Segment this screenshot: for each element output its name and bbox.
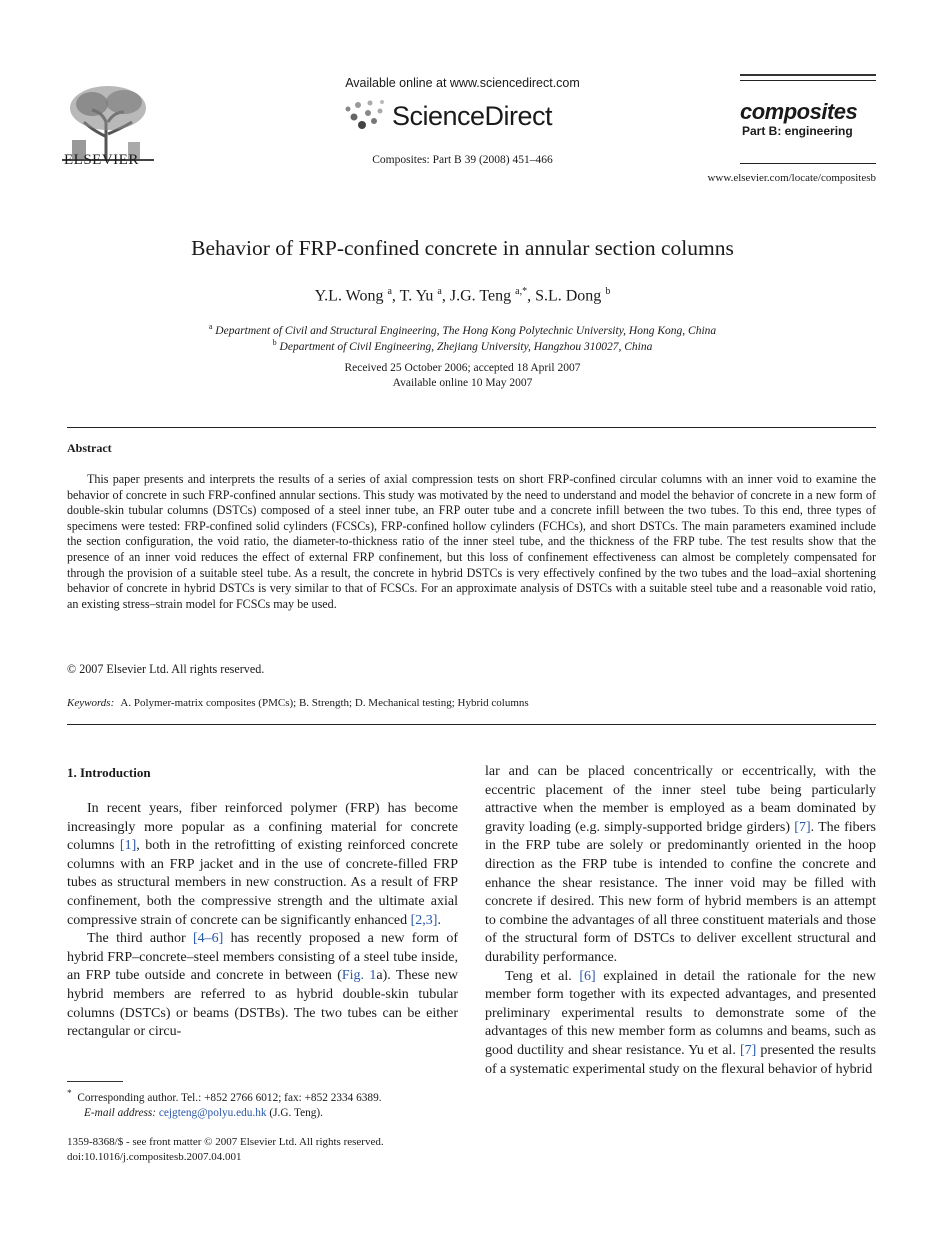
sciencedirect-logo[interactable] bbox=[340, 97, 565, 139]
citation-link[interactable]: [2,3] bbox=[410, 912, 438, 928]
footnote-rule bbox=[67, 1081, 123, 1082]
journal-citation: Composites: Part B 39 (2008) 451–466 bbox=[372, 154, 553, 166]
author-name: J.G. Teng bbox=[449, 287, 512, 305]
paragraph: The third author [4–6] has recently proposed a new form of hybrid FRP–concrete–steel members consisting of a steel tube inside, an FRP tube outside and concrete in between (Fig. 1a). These new hybrid members are referred to as hybrid double-skin tubular columns (DSTCs) or beams (DSTBs). The two tubes can be either rectangular or circu- bbox=[67, 931, 459, 1040]
page-footer bbox=[67, 1135, 384, 1164]
paragraph: lar and can be placed concentrically or eccentrically, with the eccentric placement of the inner steel tube being particularly attractive when the member is employed as a beam dominated by gravity loading (e.g. simply-supported bridge girders) [7]. The fibers in the FRP tube are solely or predominantly oriented in the hoop direction as the FRP tube is intended to confine the concrete and enhance the shear resistance. The inner void may be filled with concrete if desired. This new form of hybrid members is an attempt to combine the advantages of all three constituent materials and those of the structural form of DSTCs to deliver excellent structural and durability performance. bbox=[485, 764, 877, 965]
journal-url[interactable]: www.elsevier.com/locate/compositesb bbox=[707, 172, 876, 184]
sciencedirect-dots-icon bbox=[340, 99, 390, 133]
doi-line[interactable]: doi:10.1016/j.compositesb.2007.04.001 bbox=[67, 1150, 242, 1163]
author-name: T. Yu bbox=[399, 287, 434, 305]
affiliation-text: Department of Civil and Structural Engineering, The Hong Kong Polytechnic University, Hong Kong, China bbox=[215, 324, 717, 337]
keywords bbox=[67, 697, 529, 709]
journal-brand-rule-top bbox=[740, 74, 876, 76]
issn-line: 1359-8368/$ - see front matter © 2007 Elsevier Ltd. All rights reserved. bbox=[67, 1136, 384, 1148]
available-date: Available online 10 May 2007 bbox=[392, 377, 533, 389]
abstract-body bbox=[67, 472, 876, 612]
article-title: Behavior of FRP-confined concrete in annular section columns bbox=[191, 236, 734, 260]
journal-brand-rule-bottom bbox=[740, 163, 876, 164]
journal-subtitle: Part B: engineering bbox=[742, 124, 853, 138]
affiliation-b bbox=[0, 338, 925, 353]
keywords-text: A. Polymer-matrix composites (PMCs); B. Strength; D. Mechanical testing; Hybrid columns bbox=[120, 697, 529, 709]
abstract-text: This paper presents and interprets the results of a series of axial compression tests on short FRP-confined circular columns with an inner void to examine the behavior of concrete in such FRP-confined annular sections. This study was motivated by the need to understand and model the behavior of concrete in a new form of double-skin tubular columns (DSTCs) composed of a steel inner tube, an FRP outer tube and a concrete infill between the two tubes. To this end, three types of specimens were tested: FRP-confined solid cylinders (FCSCs), FRP-confined hollow cylinders (FCHCs), and short DSTCs. The main parameters examined include the section configuration, the void ratio, the diameter-to-thickness ratio of the inner steel tube, and the thickness of the FRP tube. The test results show that the presence of an inner void reduces the effect of external FRP confinement, but this loss of confinement effectiveness can almost be completely compensated for through the provision of a suitable steel tube. As a result, the concrete in hybrid DSTCs is very effectively confined by the two tubes and the load–axial shortening behavior of concrete in hybrid DSTCs is very similar to that of FCSCs. For an approximate analysis of DSTCs with a suitable steel tube and a reasonable void ratio, an existing stress–strain model for FCSCs may be used. bbox=[67, 472, 876, 611]
paragraph: Teng et al. [6] explained in detail the rationale for the new member form together with its expected advantages, and presented preliminary experimental results to demonstrate some of the advantages of this new member form as columns and beams, such as good ductility and shear resistance. Yu et al. [7] presented the results of a systematic experimental study on the flexural behavior of hybrid bbox=[485, 968, 877, 1077]
received-dates: Received 25 October 2006; accepted 18 April 2007 bbox=[344, 362, 581, 374]
email-name: (J.G. Teng). bbox=[269, 1107, 323, 1120]
journal-brand-rule-top-thin bbox=[740, 80, 876, 81]
figure-link[interactable]: Fig. 1 bbox=[341, 968, 377, 984]
footnote bbox=[67, 1087, 382, 1122]
keywords-label: Keywords: bbox=[67, 697, 115, 709]
citation-link[interactable]: [4–6] bbox=[192, 931, 224, 947]
citation-link[interactable]: [7] bbox=[739, 1042, 757, 1058]
left-column bbox=[67, 800, 458, 1042]
sciencedirect-wordmark: ScienceDirect bbox=[392, 101, 553, 131]
author-affil-mark: a bbox=[387, 286, 392, 297]
abstract-rule-bottom bbox=[67, 724, 876, 725]
citation-link[interactable]: [1] bbox=[119, 838, 137, 854]
available-online-text: Available online at www.sciencedirect.com bbox=[345, 76, 580, 90]
abstract-heading: Abstract bbox=[67, 441, 112, 455]
citation-link[interactable]: [6] bbox=[579, 968, 596, 984]
email-label: E-mail address: bbox=[84, 1107, 157, 1120]
corresponding-author-note bbox=[67, 1087, 382, 1106]
footnote-mark: * bbox=[67, 1089, 72, 1099]
affiliation-a bbox=[0, 322, 925, 337]
section-heading: 1. Introduction bbox=[67, 765, 151, 780]
publisher-name: ELSEVIER bbox=[64, 152, 139, 168]
email-link[interactable]: cejgteng@polyu.edu.hk bbox=[158, 1107, 267, 1120]
author-affil-mark: a bbox=[437, 286, 442, 297]
affiliation-mark: a bbox=[208, 322, 213, 331]
paragraph: In recent years, fiber reinforced polymer (FRP) has become increasingly more popular as a confining material for concrete columns [1], both in the retrofitting of existing reinforced concrete columns with an FRP jacket and in the use of concrete-filled FRP tubes as structural members in new construction. As a result of FRP confinement, both the compressive strength and the ultimate axial compressive strain of concrete can be significantly enhanced [2,3]. bbox=[67, 801, 458, 928]
email-note bbox=[67, 1106, 382, 1122]
abstract-copyright: © 2007 Elsevier Ltd. All rights reserved. bbox=[67, 662, 265, 676]
affiliation-mark: b bbox=[272, 338, 277, 347]
affiliation-text: Department of Civil Engineering, Zhejiang University, Hangzhou 310027, China bbox=[279, 340, 653, 353]
corresponding-text: Corresponding author. Tel.: +852 2766 6012; fax: +852 2334 6389. bbox=[77, 1091, 382, 1104]
citation-link[interactable]: [7] bbox=[794, 819, 811, 835]
author-name: Y.L. Wong bbox=[314, 287, 384, 305]
author-affil-mark: a,* bbox=[515, 286, 528, 297]
right-column bbox=[485, 763, 876, 1079]
author-list: Y.L. Wong $^a$, T. Yu $^a$, J.G. Teng $^{a,*}$, S.L. Dong $^b$ bbox=[314, 286, 611, 305]
abstract-rule-top bbox=[67, 427, 876, 428]
author-name: S.L. Dong bbox=[535, 287, 602, 305]
author-affil-mark: b bbox=[605, 286, 611, 297]
journal-brand: composites bbox=[740, 99, 858, 124]
